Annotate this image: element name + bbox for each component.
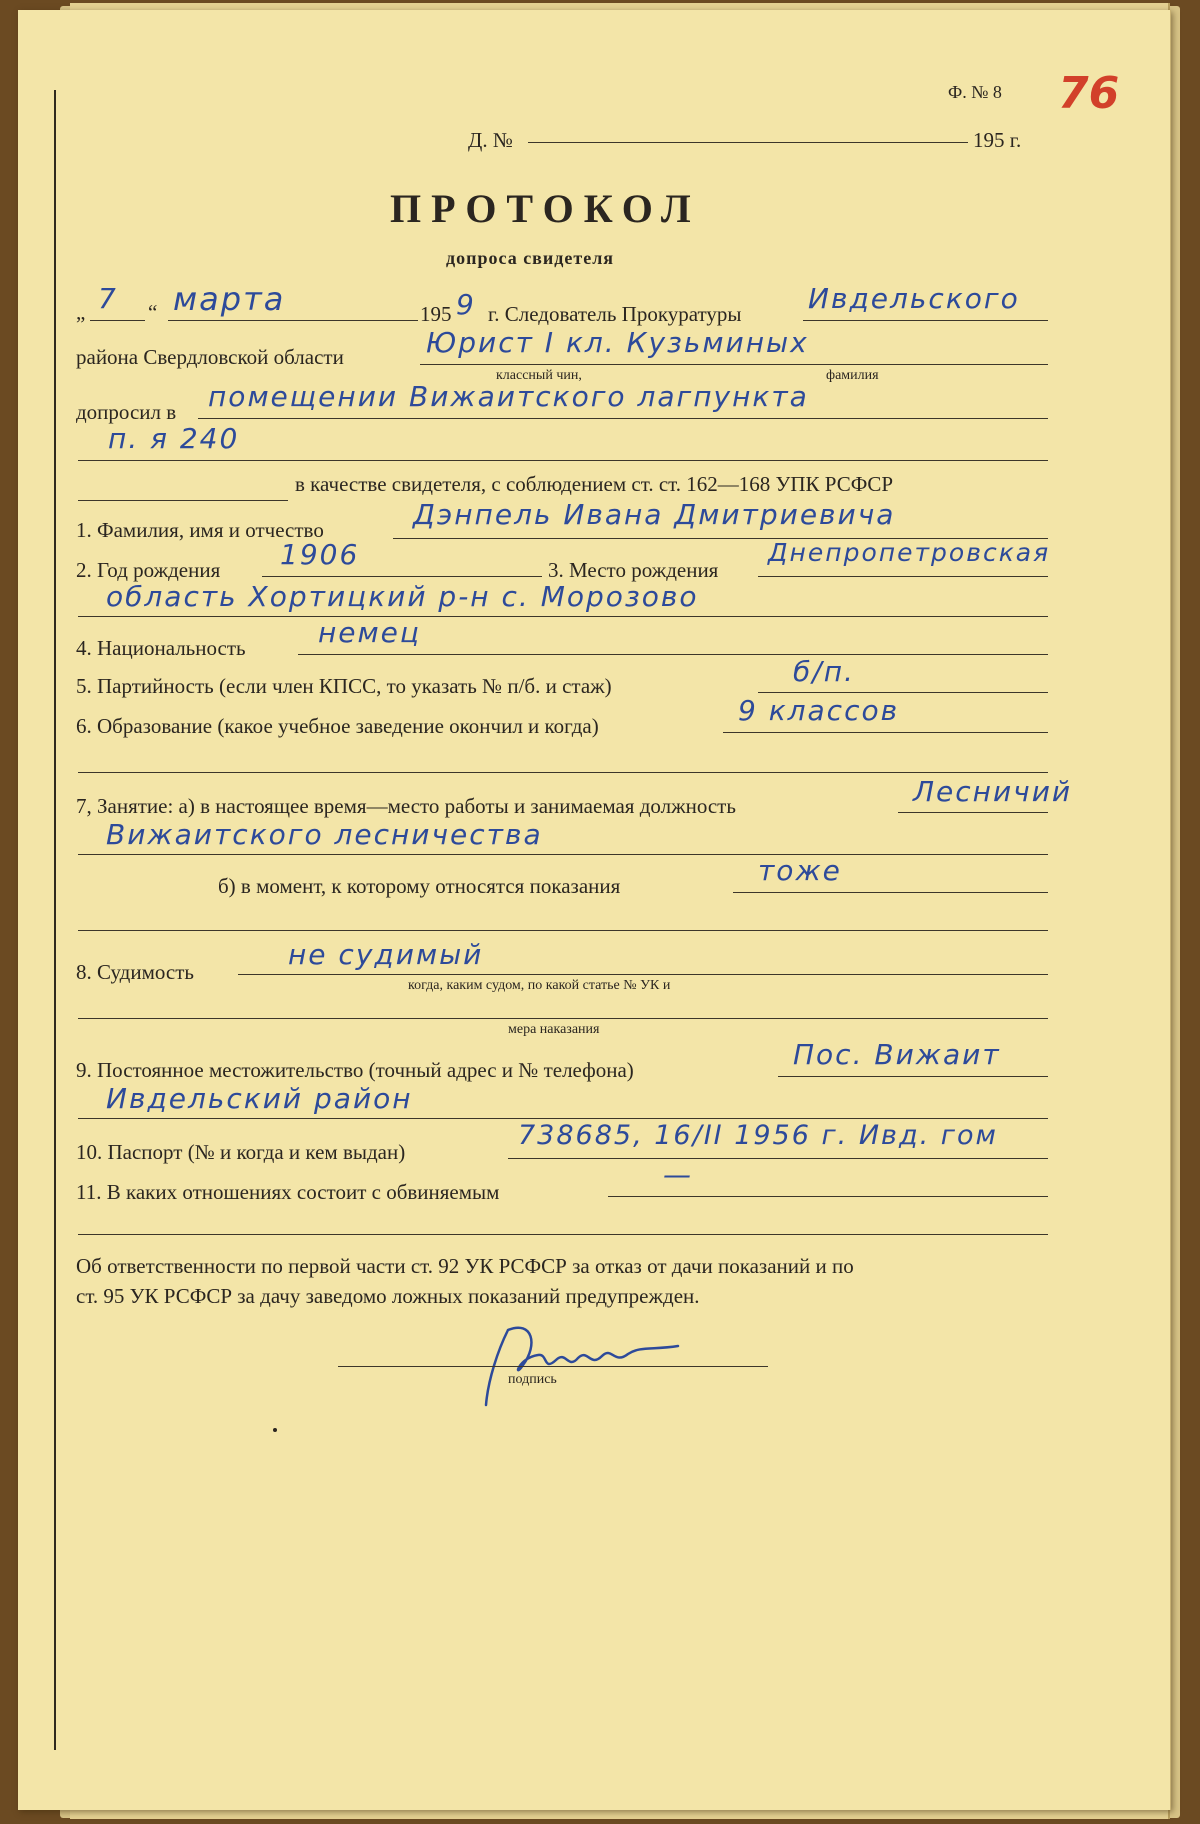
date-month-line xyxy=(168,320,418,321)
field8-line xyxy=(238,974,1048,975)
field5-line xyxy=(758,692,1048,693)
field2-label: 2. Год рождения xyxy=(76,558,221,582)
location-line1 xyxy=(198,418,1048,419)
field11-label: 11. В каких отношениях состоит с обвиняемым xyxy=(76,1180,500,1204)
field7-line xyxy=(898,812,1048,813)
field10-line xyxy=(508,1158,1048,1159)
field1-label: 1. Фамилия, имя и отчество xyxy=(76,518,324,542)
prosecutor-district-value: Ивдельского xyxy=(808,282,1020,315)
field11-line xyxy=(608,1196,1048,1197)
field7b-line2 xyxy=(78,930,1048,931)
field8-value: не судимый xyxy=(288,938,484,971)
field6-value: 9 классов xyxy=(738,694,900,727)
prosecutor-district-line xyxy=(803,320,1048,321)
warning-line1: Об ответственности по первой части ст. 92 УК РСФСР за отказ от дачи показаний и по xyxy=(76,1254,854,1278)
location-value-line2: п. я 240 xyxy=(108,422,240,455)
field9-line xyxy=(778,1076,1048,1077)
page-subtitle: допроса свидетеля xyxy=(446,248,615,268)
field6-line2 xyxy=(78,772,1048,773)
date-month-value: марта xyxy=(173,280,286,318)
field4-value: немец xyxy=(318,616,421,649)
rank-and-name-value: Юрист I кл. Кузьминых xyxy=(426,326,809,359)
field9-line2 xyxy=(78,1118,1048,1119)
field9-label: 9. Постоянное местожительство (точный адрес и № телефона) xyxy=(76,1058,634,1082)
field5-value: б/п. xyxy=(793,655,855,688)
field3-line xyxy=(758,576,1048,577)
field7b-label: б) в момент, к которому относятся показания xyxy=(218,874,621,898)
warning-line2: ст. 95 УК РСФСР за дачу заведомо ложных показаний предупрежден. xyxy=(76,1284,700,1308)
field6-label: 6. Образование (какое учебное заведение окончил и когда) xyxy=(76,714,599,738)
form-number: Ф. № 8 xyxy=(948,82,1002,102)
field10-label: 10. Паспорт (№ и когда и кем выдан) xyxy=(76,1140,406,1164)
date-quote-close: “ xyxy=(148,300,158,324)
date-year-prefix: 195 xyxy=(420,302,452,326)
field6-line xyxy=(723,732,1048,733)
page-title: ПРОТОКОЛ xyxy=(390,186,701,231)
case-number-label: Д. № xyxy=(468,128,513,152)
date-quote-open: „ xyxy=(76,300,86,324)
field7-line2 xyxy=(78,854,1048,855)
field7-value-line2: Вижаитского лесничества xyxy=(106,818,543,851)
field3-value: Днепропетровская xyxy=(768,538,1051,567)
field9-value: Пос. Вижаит xyxy=(793,1038,1001,1071)
field9-value-line2: Ивдельский район xyxy=(106,1082,413,1115)
field2-line xyxy=(262,576,542,577)
field4-line xyxy=(298,654,1048,655)
field2-value: 1906 xyxy=(280,538,360,571)
caption-surname: фамилия xyxy=(826,368,879,383)
field7-label: 7, Занятие: а) в настоящее время—место работы и занимаемая должность xyxy=(76,794,736,818)
binding-margin-line xyxy=(54,90,56,1750)
field8-label: 8. Судимость xyxy=(76,960,194,984)
field8-caption: когда, каким судом, по какой статье № УК и xyxy=(408,978,671,993)
location-line2 xyxy=(78,460,1048,461)
field4-label: 4. Национальность xyxy=(76,636,246,660)
interrogated-label: допросил в xyxy=(76,400,177,424)
caption-rank: классный чин, xyxy=(496,368,582,383)
witness-signature xyxy=(478,1310,708,1410)
field5-label: 5. Партийность (если член КПСС, то указать № п/б. и стаж) xyxy=(76,674,612,698)
field11-line2 xyxy=(78,1234,1048,1235)
field10-value: 738685, 16/II 1956 г. Ивд. гом xyxy=(518,1120,998,1151)
date-day-line xyxy=(90,320,145,321)
witness-clause: в качестве свидетеля, с соблюдением ст. ст. 162—168 УПК РСФСР xyxy=(295,472,894,496)
date-year-digit: 9 xyxy=(456,288,476,321)
region-label: района Свердловской области xyxy=(76,345,344,369)
field7-value: Лесничий xyxy=(913,775,1073,808)
field7b-value: тоже xyxy=(758,854,842,887)
signature-caption: подпись xyxy=(508,1372,557,1387)
case-year-suffix: 195 г. xyxy=(973,128,1022,152)
field7b-line xyxy=(733,892,1048,893)
paper-speck xyxy=(273,1428,277,1432)
signature-line xyxy=(338,1366,768,1367)
field3-label: 3. Место рождения xyxy=(548,558,719,582)
archive-page-number: 76 xyxy=(1058,68,1120,119)
field3-value-line2: область Хортицкий р-н с. Морозово xyxy=(106,580,699,613)
witness-clause-line xyxy=(78,500,288,501)
field8-line2 xyxy=(78,1018,1048,1019)
document-page xyxy=(18,10,1171,1810)
rank-name-line xyxy=(420,364,1048,365)
case-number-line xyxy=(528,142,968,143)
location-value-line1: помещении Вижаитского лагпункта xyxy=(208,380,809,413)
date-day-value: 7 xyxy=(98,282,118,315)
field8-caption2: мера наказания xyxy=(508,1022,600,1037)
field11-value: — xyxy=(663,1158,693,1191)
investigator-label: г. Следователь Прокуратуры xyxy=(488,302,742,326)
field1-value: Дэнпель Ивана Дмитриевича xyxy=(413,498,896,531)
field3-line2 xyxy=(78,616,1048,617)
